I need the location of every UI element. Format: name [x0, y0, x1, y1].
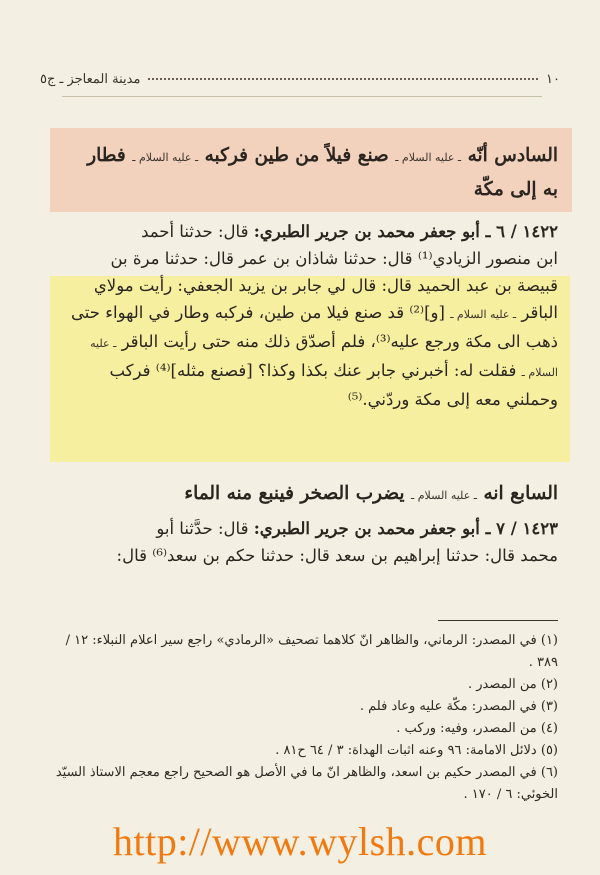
footnote: (٤) من المصدر، وفيه: وركب .: [396, 721, 558, 736]
header-dotted-leader: [148, 78, 538, 80]
hadith-number: ١٤٢٢ / ٦ ـ أبو جعفر محمد بن جرير الطبري:: [253, 222, 558, 241]
footnote: (٣) في المصدر: مكّة عليه وعاد فلم .: [359, 699, 558, 714]
running-header: [40, 64, 560, 94]
text-line: محمد قال: حدثنا إبراهيم بن سعد قال: حدثنا حكم بن سعد⁽⁶⁾ قال:: [116, 546, 558, 565]
heading-line: به إلى مكّة: [473, 179, 558, 200]
section-seven-heading: [70, 478, 558, 512]
text-line: الباقر: [521, 303, 558, 322]
honorific: السلام ـ: [521, 366, 558, 379]
footnote-rule: [438, 620, 558, 621]
heading-text: فطار: [87, 145, 126, 166]
text-line: فقلت له: أخبرني جابر عنك بكذا وكذا؟ [فصنع مثله]⁽⁴⁾ فركب: [109, 361, 517, 380]
honorific: ـ عليه السلام ـ: [450, 308, 517, 321]
hadith-1422: [70, 218, 558, 413]
text-line: قبيصة بن عبد الحميد قال: قال لي جابر بن يزيد الجعفي: رأيت مولاي: [93, 276, 558, 295]
running-title: مدينة المعاجز ـ ج٥: [40, 71, 141, 87]
honorific: ـ عليه السلام ـ: [411, 489, 477, 502]
watermark-url: http://www.wylsh.com: [112, 819, 488, 864]
footnote: (١) في المصدر: الرماني، والظاهر انّ كلاهما تصحيف «الرمادي» راجع سير اعلام النبلاء: ١٢ / ٣٨٩ .: [65, 633, 558, 670]
footnote: (٢) من المصدر .: [468, 677, 558, 692]
heading-text: السادس أنّه: [467, 145, 558, 166]
hadith-number: ١٤٢٣ / ٧ ـ أبو جعفر محمد بن جرير الطبري:: [253, 519, 558, 538]
header-rule: [62, 96, 542, 97]
text-line: قال: حدَّثنا أبو: [156, 519, 249, 538]
text-line: [و]⁽²⁾ قد صنع فيلا من طين، فركبه وطار في الهواء حتى: [71, 303, 445, 322]
text-line: ذهب الى مكة ورجع عليه⁽³⁾، فلم أصدّق ذلك منه حتى رأيت الباقر: [121, 332, 558, 351]
honorific: ـ عليه: [90, 337, 117, 350]
text-line: وحملني معه إلى مكة وردّني.⁽⁵⁾: [347, 390, 558, 409]
footnotes: [55, 630, 558, 806]
footnote: (٥) دلائل الامامة: ٩٦ وعنه اثبات الهداة: ٣ / ٦٤ ح٨١ .: [275, 743, 558, 758]
heading-text: يضرب الصخر فينبع منه الماء: [184, 483, 405, 504]
footnote: (٦) في المصدر حكيم بن اسعد، والظاهر انّ ما في الأصل هو الصحيح راجع معجم الاستاذ السيّد الخوئي: ٦ / ١٧٠ .: [55, 765, 558, 802]
text-line: قال: حدثنا أحمد: [141, 222, 249, 241]
heading-text: صنع فيلاً من طين فركبه: [204, 145, 389, 166]
heading-text: السابع انه: [483, 483, 558, 504]
honorific: ـ عليه السلام ـ: [132, 151, 199, 164]
page-number: ١٠: [546, 71, 560, 87]
honorific: ـ عليه السلام ـ: [395, 151, 462, 164]
hadith-1423: [70, 515, 558, 569]
section-six-heading: [70, 140, 558, 206]
text-line: ابن منصور الزيادي⁽¹⁾ قال: حدثنا شاذان بن عمر قال: حدثنا مرة بن: [110, 249, 558, 268]
